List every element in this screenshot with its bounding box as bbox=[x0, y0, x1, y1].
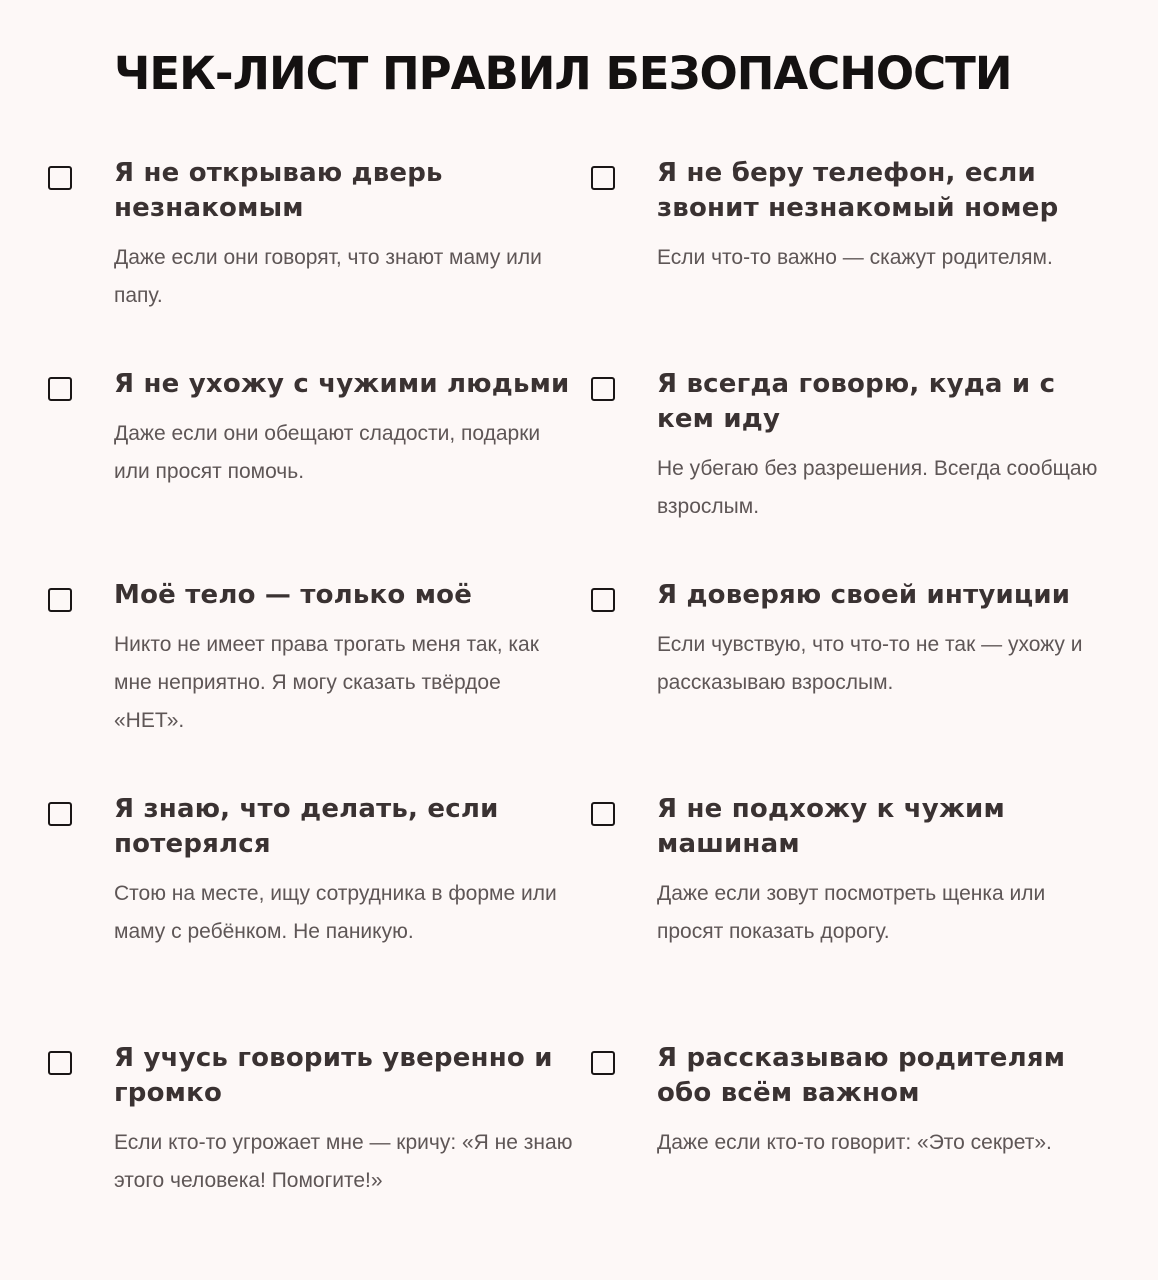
item-desc-tell-parents: Даже если кто-то говорит: «Это секрет». bbox=[657, 1131, 1052, 1154]
item-title-intuition: Я доверяю своей интуиции bbox=[657, 580, 1071, 610]
checklist-item-tell-where bbox=[657, 367, 1117, 526]
item-desc-door: Даже если они говорят, что знают маму или папу. bbox=[114, 246, 542, 307]
item-desc-tell-where: Не убегаю без разрешения. Всегда сообщаю взрослым. bbox=[657, 457, 1098, 518]
checklist-item-lost bbox=[114, 792, 574, 951]
checklist-item-door bbox=[114, 156, 574, 315]
item-title-tell-parents: Я рассказываю родителям обо всём важном bbox=[657, 1043, 1066, 1108]
checkbox-loud[interactable] bbox=[48, 1051, 72, 1075]
item-desc-lost: Стою на месте, ищу сотрудника в форме или маму с ребёнком. Не паникую. bbox=[114, 882, 557, 943]
checklist-item-strangers bbox=[114, 367, 574, 491]
item-title-tell-where: Я всегда говорю, куда и с кем иду bbox=[657, 369, 1056, 434]
checkbox-tell-parents[interactable] bbox=[591, 1051, 615, 1075]
checkbox-lost[interactable] bbox=[48, 802, 72, 826]
item-desc-cars: Даже если зовут посмотреть щенка или просят показать дорогу. bbox=[657, 882, 1046, 943]
checkbox-cars[interactable] bbox=[591, 802, 615, 826]
checklist-item-intuition bbox=[657, 578, 1117, 702]
item-desc-intuition: Если чувствую, что что-то не так — ухожу и рассказываю взрослым. bbox=[657, 633, 1083, 694]
page-title: ЧЕК-ЛИСТ ПРАВИЛ БЕЗОПАСНОСТИ bbox=[114, 47, 1012, 100]
item-title-phone: Я не беру телефон, если звонит незнакомый номер bbox=[657, 158, 1059, 223]
checklist-item-cars bbox=[657, 792, 1117, 951]
item-title-lost: Я знаю, что делать, если потерялся bbox=[114, 794, 499, 859]
checkbox-door[interactable] bbox=[48, 166, 72, 190]
item-desc-body: Никто не имеет права трогать меня так, как мне неприятно. Я могу сказать твёрдое «НЕТ». bbox=[114, 633, 539, 732]
item-title-cars: Я не подхожу к чужим машинам bbox=[657, 794, 1005, 859]
item-title-strangers: Я не ухожу с чужими людьми bbox=[114, 369, 570, 399]
checklist-item-tell-parents bbox=[657, 1041, 1117, 1162]
item-desc-loud: Если кто-то угрожает мне — кричу: «Я не знаю этого человека! Помогите!» bbox=[114, 1131, 573, 1192]
checkbox-body[interactable] bbox=[48, 588, 72, 612]
item-title-body: Моё тело — только моё bbox=[114, 580, 473, 610]
checkbox-intuition[interactable] bbox=[591, 588, 615, 612]
checkbox-strangers[interactable] bbox=[48, 377, 72, 401]
item-title-loud: Я учусь говорить уверенно и громко bbox=[114, 1043, 553, 1108]
item-title-door: Я не открываю дверь незнакомым bbox=[114, 158, 443, 223]
checkbox-tell-where[interactable] bbox=[591, 377, 615, 401]
item-desc-phone: Если что-то важно — скажут родителям. bbox=[657, 246, 1053, 269]
checklist-item-phone bbox=[657, 156, 1117, 277]
checklist-item-loud bbox=[114, 1041, 574, 1200]
checkbox-phone[interactable] bbox=[591, 166, 615, 190]
checklist-item-body bbox=[114, 578, 574, 740]
item-desc-strangers: Даже если они обещают сладости, подарки или просят помочь. bbox=[114, 422, 541, 483]
